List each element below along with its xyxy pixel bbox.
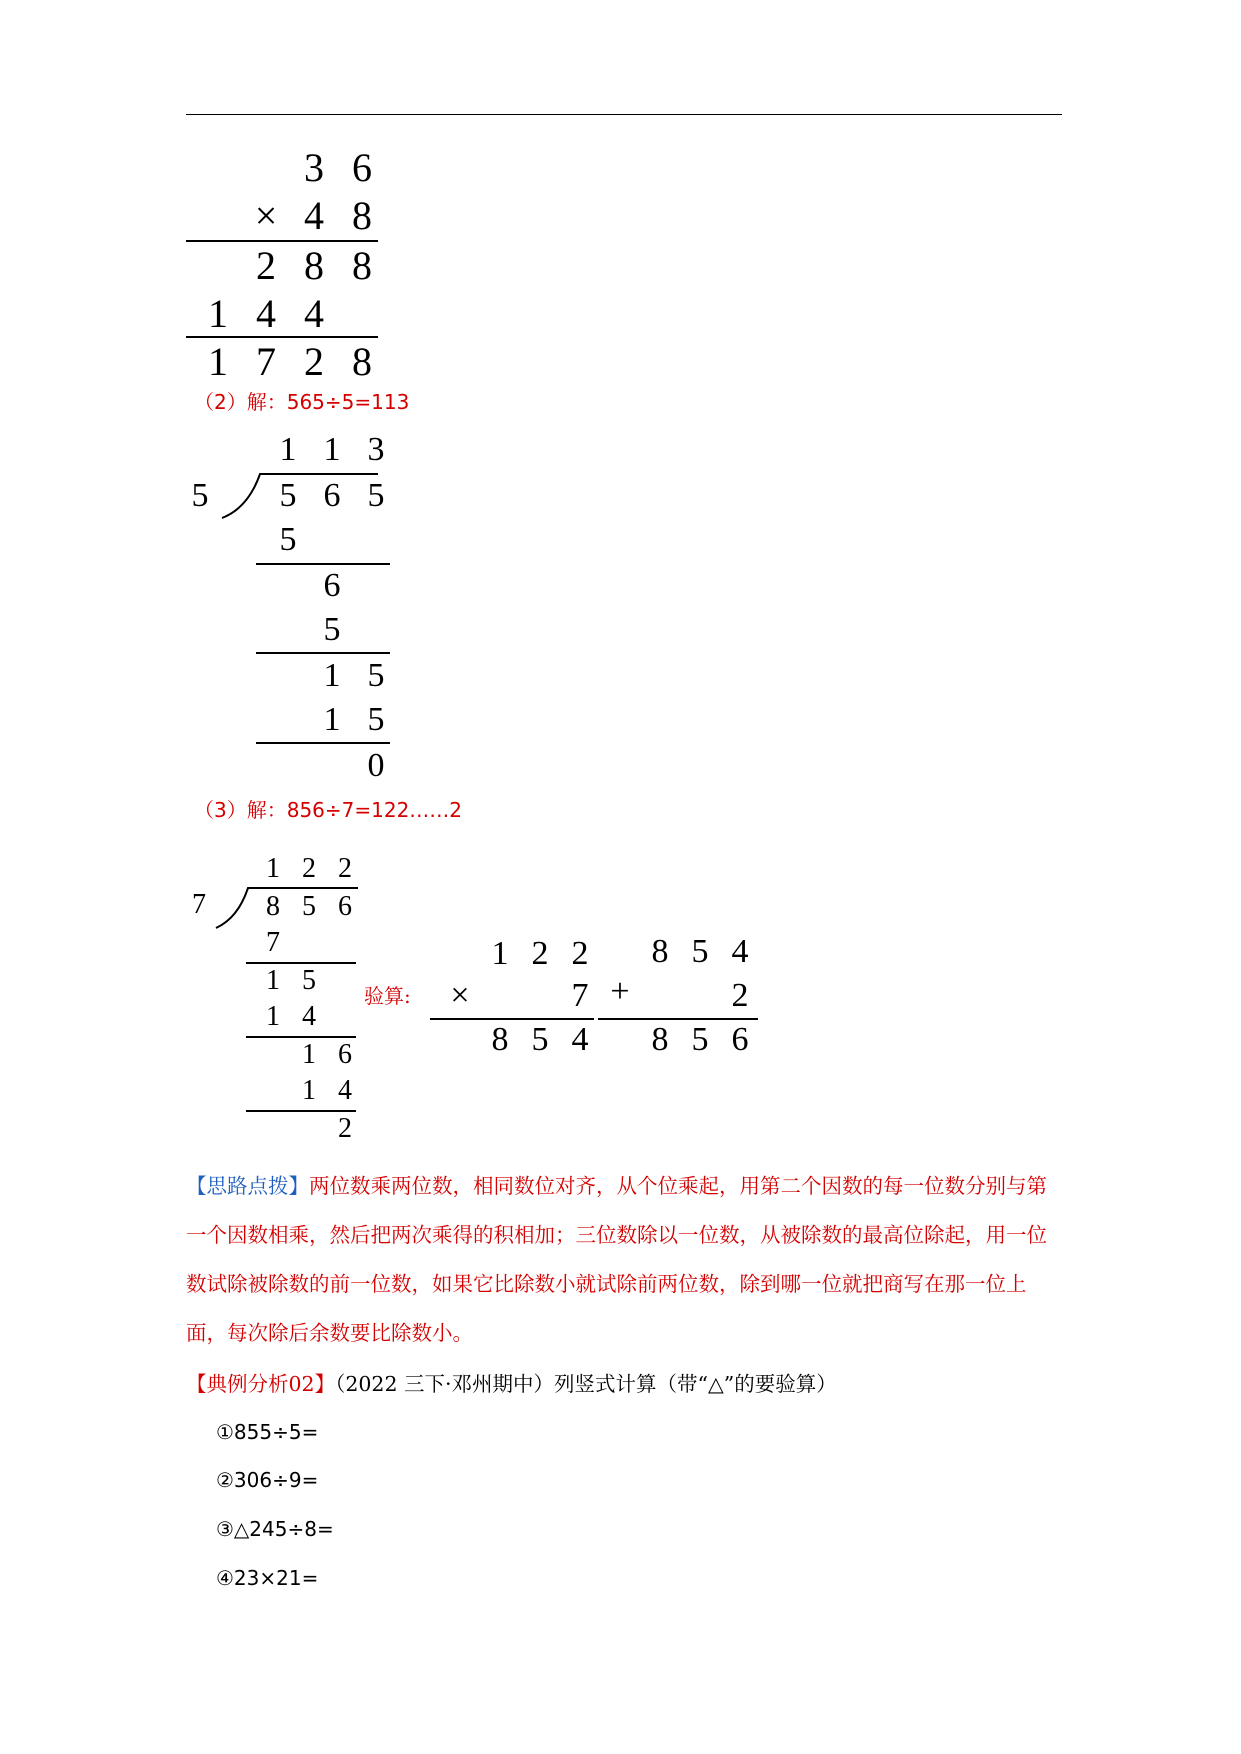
- digit: 2: [531, 935, 549, 972]
- digit: 4: [304, 193, 324, 238]
- quotient-digit: 1: [279, 431, 297, 468]
- digit: 2: [571, 935, 589, 972]
- digit: 7: [256, 339, 276, 384]
- quotient-digit: 2: [338, 853, 352, 884]
- example-heading-line: [186, 1360, 1066, 1409]
- quotient-digit: 2: [302, 853, 316, 884]
- step-digit: 1: [323, 657, 341, 694]
- digit: 3: [304, 145, 324, 190]
- dividend-digit: 6: [323, 477, 341, 514]
- step-digit: 5: [367, 701, 385, 738]
- step-digit: 1: [266, 965, 280, 996]
- digit: 8: [352, 193, 372, 238]
- digit: 5: [691, 1021, 709, 1058]
- digit: 8: [651, 933, 669, 970]
- list-item: ①855÷5=: [216, 1420, 319, 1444]
- list-item: ③△245÷8=: [216, 1517, 334, 1541]
- digit: 8: [352, 339, 372, 384]
- digit: 2: [731, 977, 749, 1014]
- step-digit: 5: [367, 657, 385, 694]
- dividend-digit: 5: [367, 477, 385, 514]
- list-item: ②306÷9=: [216, 1468, 319, 1492]
- step-digit: 4: [302, 1001, 316, 1032]
- dividend-digit: 6: [338, 891, 352, 922]
- check-label: 验算:: [364, 984, 411, 1008]
- remainder-digit: 0: [367, 747, 385, 784]
- digit: 1: [491, 935, 509, 972]
- tip-heading: 【思路点拨】: [186, 1174, 309, 1198]
- step-digit: 5: [302, 965, 316, 996]
- digit: 1: [208, 291, 228, 336]
- step-digit: 6: [323, 567, 341, 604]
- digit: 2: [304, 339, 324, 384]
- digit: 4: [731, 933, 749, 970]
- example-heading: 【典例分析02】: [186, 1372, 336, 1396]
- step-digit: 5: [279, 521, 297, 558]
- digit: 8: [491, 1021, 509, 1058]
- plus-sign: +: [610, 973, 630, 1010]
- step-digit: 4: [338, 1075, 352, 1106]
- dividend-digit: 8: [266, 891, 280, 922]
- list-item: ④23×21=: [216, 1566, 319, 1590]
- digit: 5: [531, 1021, 549, 1058]
- quotient-digit: 1: [266, 853, 280, 884]
- digit: 6: [352, 145, 372, 190]
- tip-text: 两位数乘两位数，相同数位对齐，从个位乘起，用第二个因数的每一位数分别与第一个因数相乘，然后把两次乘得的积相加；三位数除以一位数，从被除数的最高位除起，用一位数试除被除数的前一位数，如果它比除数小就试除前两位数，除到哪一位就把商写在那一位上面，每次除后余数要比除数小。: [186, 1174, 1047, 1345]
- digit: 8: [304, 243, 324, 288]
- digit: 5: [691, 933, 709, 970]
- tip-paragraph: [186, 1162, 1066, 1358]
- digit: 8: [651, 1021, 669, 1058]
- times-sign: ×: [450, 977, 470, 1014]
- digit: 6: [731, 1021, 749, 1058]
- quotient-digit: 1: [323, 431, 341, 468]
- part3-label: （3）解：856÷7=122……2: [194, 798, 463, 822]
- step-digit: 1: [266, 1001, 280, 1032]
- divisor: 5: [191, 477, 209, 514]
- digit: 8: [352, 243, 372, 288]
- step-line: [256, 652, 390, 654]
- digit: 4: [571, 1021, 589, 1058]
- step-line: [256, 563, 390, 565]
- example-text: （2022 三下·邓州期中）列竖式计算（带“△”的要验算）: [335, 1372, 837, 1396]
- remainder-digit: 2: [338, 1113, 352, 1144]
- quotient-digit: 3: [367, 431, 385, 468]
- step-digit: 6: [338, 1039, 352, 1070]
- digit: 7: [571, 977, 589, 1014]
- digit: 4: [304, 291, 324, 336]
- digit: 4: [256, 291, 276, 336]
- step-line: [256, 742, 390, 744]
- times-sign: ×: [254, 193, 278, 238]
- divisor: 7: [192, 889, 206, 920]
- step-digit: 5: [323, 611, 341, 648]
- step-digit: 7: [266, 927, 280, 958]
- dividend-digit: 5: [302, 891, 316, 922]
- dividend-digit: 5: [279, 477, 297, 514]
- step-digit: 1: [323, 701, 341, 738]
- step-digit: 1: [302, 1075, 316, 1106]
- digit: 2: [256, 243, 276, 288]
- header-rule: [186, 114, 1062, 115]
- step-digit: 1: [302, 1039, 316, 1070]
- digit: 1: [208, 339, 228, 384]
- part2-label: （2）解：565÷5=113: [194, 390, 410, 414]
